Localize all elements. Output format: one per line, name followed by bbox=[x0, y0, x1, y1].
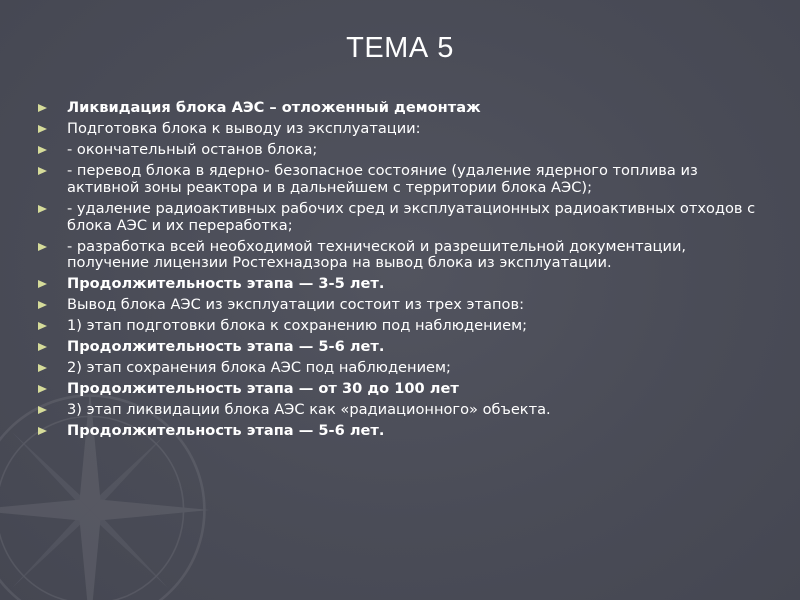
triangle-bullet-icon bbox=[38, 146, 47, 154]
list-item bbox=[38, 360, 758, 377]
list-item-text: 2) этап сохранения блока АЭС под наблюдением; bbox=[67, 359, 451, 377]
list-item-text: 3) этап ликвидации блока АЭС как «радиационного» объекта. bbox=[67, 401, 551, 419]
slide-title: ТЕМА 5 bbox=[346, 32, 454, 64]
list-item-text: Продолжительность этапа — 3-5 лет. bbox=[67, 275, 385, 293]
list-item bbox=[38, 239, 758, 273]
list-item bbox=[38, 402, 758, 419]
list-item bbox=[38, 142, 758, 159]
list-item bbox=[38, 121, 758, 138]
triangle-bullet-icon bbox=[38, 301, 47, 309]
triangle-bullet-icon bbox=[38, 167, 47, 175]
list-item-text: Продолжительность этапа — 5-6 лет. bbox=[67, 422, 385, 440]
triangle-bullet-icon bbox=[38, 427, 47, 435]
list-item bbox=[38, 423, 758, 440]
list-item bbox=[38, 201, 758, 235]
list-item-text: Продолжительность этапа — 5-6 лет. bbox=[67, 338, 385, 356]
list-item-text: Подготовка блока к выводу из эксплуатации: bbox=[67, 119, 421, 137]
list-item bbox=[38, 100, 758, 117]
list-item bbox=[38, 297, 758, 314]
list-item-text: Продолжительность этапа — от 30 до 100 лет bbox=[67, 380, 459, 398]
bullet-list bbox=[38, 100, 758, 444]
list-item bbox=[38, 276, 758, 293]
list-item bbox=[38, 339, 758, 356]
list-item-text: - перевод блока в ядерно- безопасное состояние (удаление ядерного топлива из активной зоны реактора и в дальнейшем с территории блока АЭС); bbox=[67, 161, 698, 196]
triangle-bullet-icon bbox=[38, 385, 47, 393]
list-item bbox=[38, 163, 758, 197]
list-item-text: - окончательный останов блока; bbox=[67, 140, 318, 158]
triangle-bullet-icon bbox=[38, 280, 47, 288]
list-item-text: 1) этап подготовки блока к сохранению под наблюдением; bbox=[67, 317, 528, 335]
triangle-bullet-icon bbox=[38, 406, 47, 414]
list-item bbox=[38, 318, 758, 335]
list-item-text: - разработка всей необходимой технической и разрешительной документации, получение лицензии Ростехнадзора на вывод блока из эксплуатации. bbox=[67, 237, 687, 272]
triangle-bullet-icon bbox=[38, 322, 47, 330]
triangle-bullet-icon bbox=[38, 343, 47, 351]
triangle-bullet-icon bbox=[38, 104, 47, 112]
triangle-bullet-icon bbox=[38, 205, 47, 213]
list-item bbox=[38, 381, 758, 398]
triangle-bullet-icon bbox=[38, 243, 47, 251]
triangle-bullet-icon bbox=[38, 125, 47, 133]
list-item-text: - удаление радиоактивных рабочих сред и эксплуатационных радиоактивных отходов с блока АЭС и их переработка; bbox=[67, 199, 756, 234]
triangle-bullet-icon bbox=[38, 364, 47, 372]
list-item-text: Ликвидация блока АЭС – отложенный демонтаж bbox=[67, 99, 481, 116]
list-item-text: Вывод блока АЭС из эксплуатации состоит из трех этапов: bbox=[67, 296, 524, 314]
